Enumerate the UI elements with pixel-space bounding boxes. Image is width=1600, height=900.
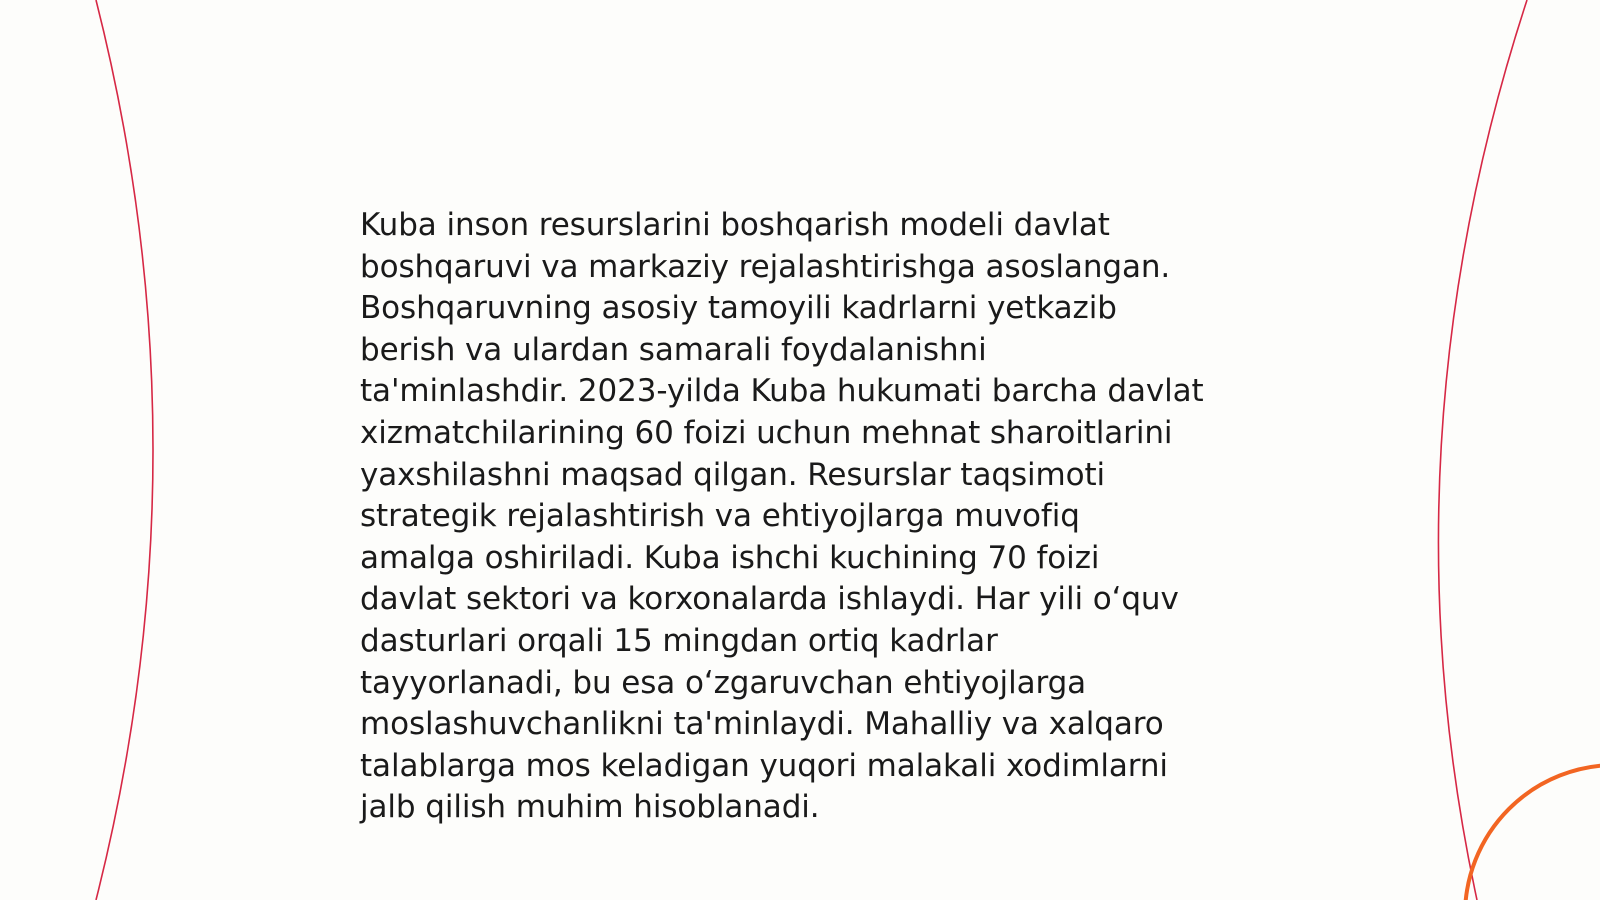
- right-curve-line: [1438, 0, 1527, 900]
- orange-circle-arc: [1465, 765, 1600, 900]
- left-curve-line: [96, 0, 153, 900]
- body-paragraph: Kuba inson resurslarini boshqarish modeli davlat boshqaruvi va markaziy rejalashtirishga asoslangan. Boshqaruvning asosiy tamoyili kadrlarni yetkazib berish va ulardan samarali foydalanishni ta'minlashdir. 2023-yilda Kuba hukumati barcha davlat xizmatchilarining 60 foizi uchun mehnat sharoitlarini yaxshilashni maqsad qilgan. Resurslar taqsimoti strategik rejalashtirish va ehtiyojlarga muvofiq amalga oshiriladi. Kuba ishchi kuchining 70 foizi davlat sektori va korxonalarda ishlaydi. Har yili o‘quv dasturlari orqali 15 mingdan ortiq kadrlar tayyorlanadi, bu esa o‘zgaruvchan ehtiyojlarga moslashuvchanlikni ta'minlaydi. Mahalliy va xalqaro talablarga mos keladigan yuqori malakali xodimlarni jalb qilish muhim hisoblanadi.: [360, 207, 1204, 826]
